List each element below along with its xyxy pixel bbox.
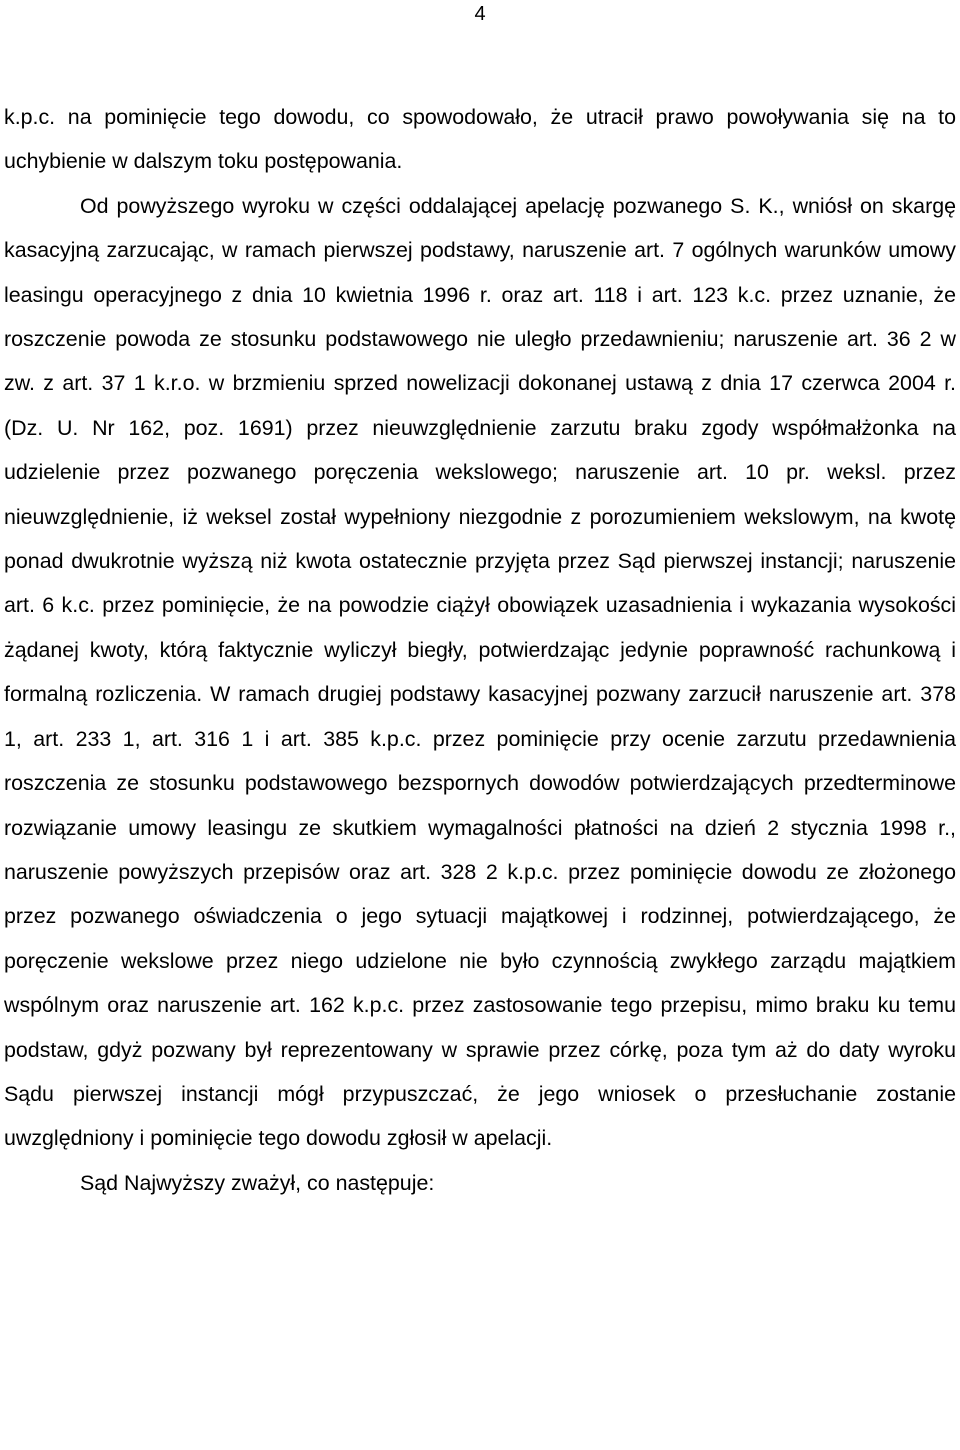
text-line: Sąd Najwyższy zważył, co następuje: bbox=[80, 1170, 435, 1195]
text-line: Od powyższego wyroku w części oddalającej apelację pozwanego S. K., bbox=[80, 193, 785, 218]
paragraph-cassation-appeal bbox=[4, 184, 956, 1161]
text-line: udzielone nie było czynnością zwykłego zarządu majątkiem wspólnym oraz bbox=[4, 948, 956, 1018]
text-line: daty wyroku Sądu pierwszej instancji mógł przypuszczać, że jego wniosek bbox=[4, 1037, 956, 1106]
text-line: się na to uchybienie w dalszym toku postępowania. bbox=[4, 105, 956, 174]
text-line: podstaw, gdyż pozwany był reprezentowany w sprawie przez córkę, poza tym aż do bbox=[4, 1037, 831, 1062]
text-line: 385 k.p.c. przez pominięcie przy ocenie zarzutu przedawnienia roszczenia ze bbox=[4, 726, 957, 796]
text-line: w apelacji. bbox=[452, 1126, 553, 1151]
text-line: kasacyjnej pozwany zarzucił naruszenie art. 378 1, art. 233 1, art. 316 1 i art. bbox=[4, 682, 956, 751]
text-line: majątkowej i rodzinnej, potwierdzającego, że poręczenie wekslowe przez niego bbox=[4, 904, 956, 973]
text-line: niezgodnie z porozumieniem wekslowym, na kwotę ponad dwukrotnie wyższą niż bbox=[4, 504, 956, 574]
text-line: oraz art. 118 i art. 123 k.c. przez uznanie, że roszczenie powoda ze stosunku bbox=[4, 282, 956, 352]
text-line: naruszenie art. 10 pr. weksl. przez nieuwzględnienie, iż weksel został wypełniony bbox=[4, 460, 956, 529]
text-line: art. 7 ogólnych warunków umowy leasingu operacyjnego z dnia 10 kwietnia 1996 r. bbox=[4, 238, 956, 307]
text-line: stosunku podstawowego bezspornych dowodów potwierdzających przedterminowe bbox=[149, 771, 956, 796]
text-line: k.r.o. w brzmieniu sprzed nowelizacji dokonanej ustawą z dnia 17 czerwca 2004 r. bbox=[154, 371, 956, 396]
paragraph-intro bbox=[4, 95, 956, 184]
text-line: kwota ostatecznie przyjęta przez Sąd pierwszej instancji; naruszenie art. 6 k.c. bbox=[4, 549, 956, 618]
text-line: podstawowego nie uległo przedawnieniu; naruszenie art. 36 2 w zw. z art. 37 1 bbox=[4, 327, 956, 396]
text-line: naruszenie art. 162 k.p.c. przez zastosowanie tego przepisu, mimo braku ku temu bbox=[157, 993, 956, 1018]
paragraph-court-considered bbox=[4, 1161, 956, 1205]
text-line: rozwiązanie umowy leasingu ze skutkiem wymagalności płatności na dzień 2 bbox=[4, 815, 780, 840]
page-number: 4 bbox=[474, 3, 486, 25]
document-body bbox=[4, 95, 956, 1205]
text-line: współmałżonka na udzielenie przez pozwanego poręczenia wekslowego; bbox=[4, 415, 957, 485]
text-line: wysokości żądanej kwoty, którą faktycznie wyliczył biegły, potwierdzając jedynie bbox=[4, 593, 957, 662]
text-line: stycznia 1998 r., naruszenie powyższych przepisów oraz art. 328 2 k.p.c. przez bbox=[4, 815, 956, 884]
text-line: k.p.c. na pominięcie tego dowodu, co spowodowało, że utracił prawo powoływania bbox=[4, 105, 849, 129]
text-line: poprawność rachunkową i formalną rozliczenia. W ramach drugiej podstawy bbox=[4, 637, 957, 707]
text-line: pominięcie dowodu ze złożonego przez pozwanego oświadczenia o jego sytuacji bbox=[4, 859, 956, 929]
text-line: o przesłuchanie zostanie uwzględniony i pominięcie tego dowodu zgłosił bbox=[4, 1081, 956, 1151]
text-line: wniósł on skargę kasacyjną zarzucając, w ramach pierwszej podstawy, naruszenie bbox=[4, 193, 956, 263]
text-line: przez pominięcie, że na powodzie ciążył obowiązek uzasadnienia i wykazania bbox=[102, 593, 852, 618]
text-line: (Dz. U. Nr 162, poz. 1691) przez nieuwzględnienie zarzutu braku zgody bbox=[4, 415, 759, 440]
